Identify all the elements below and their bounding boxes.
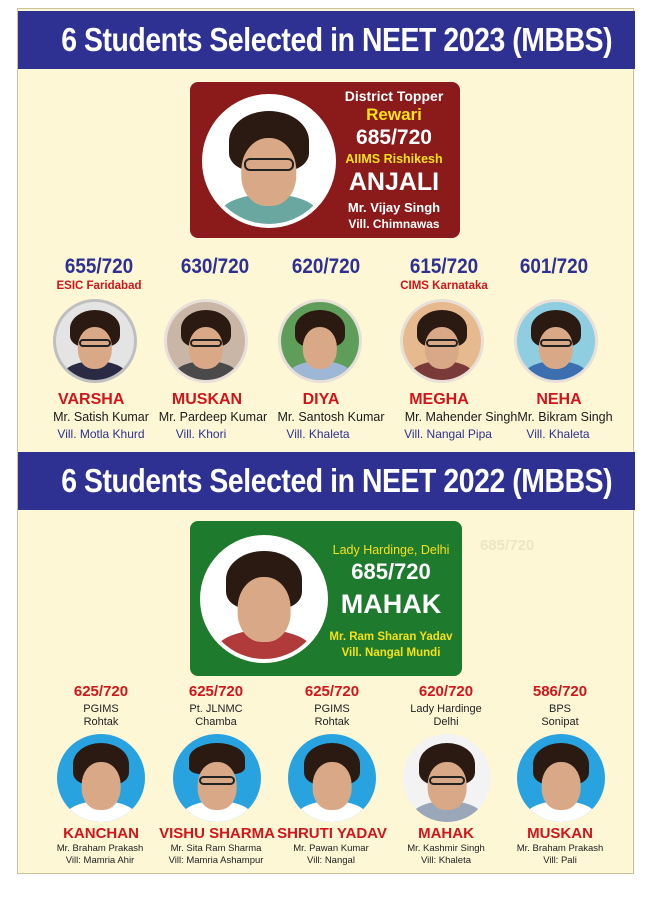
student-2023-3-village: Vill. Khaleta bbox=[286, 427, 350, 441]
student-2022-5-score: 586/720 bbox=[532, 683, 588, 700]
topper-father: Mr. Vijay Singh bbox=[347, 200, 441, 215]
student-2022-5-photo bbox=[517, 734, 605, 822]
student-2023-4-name: MEGHA bbox=[409, 391, 469, 408]
student-2022-1-photo bbox=[57, 734, 145, 822]
student-2022-2-father: Mr. Sita Ram Sharma bbox=[170, 843, 262, 854]
student-2023-5-name: NEHA bbox=[536, 391, 582, 408]
topper-2022-score: 685/720 bbox=[351, 559, 431, 584]
student-2022-4-village: Vill: Khaleta bbox=[421, 855, 471, 866]
student-2023-3-photo bbox=[278, 299, 362, 383]
student-2022-4-father: Mr. Kashmir Singh bbox=[407, 843, 485, 854]
student-2023-2-name: MUSKAN bbox=[171, 391, 243, 408]
student-2022-4-inst2: Delhi bbox=[433, 716, 459, 728]
student-2022-4-inst1: Lady Hardinge bbox=[410, 703, 482, 715]
student-2022-5-father: Mr. Braham Prakash bbox=[516, 843, 604, 854]
poster bbox=[17, 8, 634, 874]
student-2022-1-score: 625/720 bbox=[73, 683, 129, 700]
topper-score: 685/720 bbox=[356, 126, 432, 149]
student-2022-5-inst1: BPS bbox=[548, 703, 571, 715]
student-2022-3-name: SHRUTI YADAV bbox=[277, 825, 387, 842]
student-2023-5-father: Mr. Bikram Singh bbox=[517, 410, 613, 424]
banner-2022-title: 6 Students Selected in NEET 2022 (MBBS) bbox=[61, 462, 613, 499]
topper-photo-2023 bbox=[202, 94, 336, 228]
student-2022-1-father: Mr. Braham Prakash bbox=[56, 843, 144, 854]
student-2022-2-score: 625/720 bbox=[188, 683, 244, 700]
student-2023-3-name: DIYA bbox=[302, 391, 340, 408]
student-2023-2-score: 630/720 bbox=[180, 255, 250, 278]
student-2022-2-name: VISHU SHARMA bbox=[159, 825, 275, 842]
student-2022-1-inst2: Rohtak bbox=[83, 716, 119, 728]
student-2023-4-score: 615/720 bbox=[409, 255, 479, 278]
topper-title: District Topper bbox=[344, 88, 444, 104]
topper-2022-name: MAHAK bbox=[340, 589, 442, 619]
student-2022-5-inst2: Sonipat bbox=[541, 716, 579, 728]
topper-card-2022 bbox=[190, 521, 462, 676]
topper-2022-college: Lady Hardinge, Delhi bbox=[332, 543, 450, 557]
topper-photo-2022 bbox=[200, 535, 328, 663]
topper-card-2023 bbox=[190, 82, 460, 238]
student-2022-1-name: KANCHAN bbox=[63, 825, 139, 842]
banner-2023-title: 6 Students Selected in NEET 2023 (MBBS) bbox=[61, 21, 613, 58]
student-2022-5-name: MUSKAN bbox=[527, 825, 593, 842]
topper-2022-village: Vill. Nangal Mundi bbox=[341, 647, 441, 659]
student-2022-4-name: MAHAK bbox=[418, 825, 474, 842]
topper-name: ANJALI bbox=[348, 168, 440, 196]
student-2022-1-inst1: PGIMS bbox=[83, 703, 119, 715]
student-2022-4-score: 620/720 bbox=[418, 683, 474, 700]
student-2023-1-score: 655/720 bbox=[64, 255, 134, 278]
topper-2022-father: Mr. Ram Sharan Yadav bbox=[329, 631, 453, 643]
topper-village: Vill. Chimnawas bbox=[348, 217, 440, 231]
student-2022-3-inst1: PGIMS bbox=[314, 703, 350, 715]
student-2023-4-photo bbox=[400, 299, 484, 383]
student-2022-3-inst2: Rohtak bbox=[314, 716, 350, 728]
topper-college: AIIMS Rishikesh bbox=[345, 152, 443, 166]
student-2023-2-village: Vill. Khori bbox=[175, 427, 227, 441]
student-2023-1-photo bbox=[53, 299, 137, 383]
student-2023-5-score: 601/720 bbox=[519, 255, 589, 278]
banner-2022 bbox=[18, 452, 635, 510]
student-2022-1-village: Vill: Mamria Ahir bbox=[65, 855, 135, 866]
student-2023-5-photo bbox=[514, 299, 598, 383]
banner-2023 bbox=[18, 11, 635, 69]
student-2022-3-photo bbox=[288, 734, 376, 822]
student-2023-4-institute: CIMS Karnataka bbox=[400, 280, 488, 292]
student-2022-4-photo bbox=[403, 734, 491, 822]
student-2023-2-father: Mr. Pardeep Kumar bbox=[158, 410, 268, 424]
student-2023-5-village: Vill. Khaleta bbox=[526, 427, 590, 441]
student-2023-1-name: VARSHA bbox=[58, 391, 125, 408]
topper-district: Rewari bbox=[366, 105, 422, 124]
student-2022-3-score: 625/720 bbox=[304, 683, 360, 700]
student-2023-3-father: Mr. Santosh Kumar bbox=[277, 410, 385, 424]
student-2023-4-father: Mr. Mahender Singh bbox=[404, 410, 518, 424]
student-2023-1-village: Vill. Motla Khurd bbox=[57, 427, 145, 441]
student-2023-1-father: Mr. Satish Kumar bbox=[53, 410, 149, 424]
student-2022-3-village: Vill: Nangal bbox=[307, 855, 355, 866]
student-2022-3-father: Mr. Pawan Kumar bbox=[293, 843, 369, 854]
faded-score: 685/720 bbox=[480, 537, 535, 554]
student-2023-1-institute: ESIC Faridabad bbox=[56, 280, 142, 292]
student-2023-3-score: 620/720 bbox=[291, 255, 361, 278]
student-2023-2-photo bbox=[164, 299, 248, 383]
student-2022-2-inst1: Pt. JLNMC bbox=[189, 703, 243, 715]
student-2023-4-village: Vill. Nangal Pipa bbox=[404, 427, 492, 441]
student-2022-2-village: Vill: Mamria Ashampur bbox=[168, 855, 264, 866]
student-2022-2-photo bbox=[173, 734, 261, 822]
student-2022-5-village: Vill: Pali bbox=[543, 855, 577, 866]
student-2022-2-inst2: Chamba bbox=[195, 716, 237, 728]
